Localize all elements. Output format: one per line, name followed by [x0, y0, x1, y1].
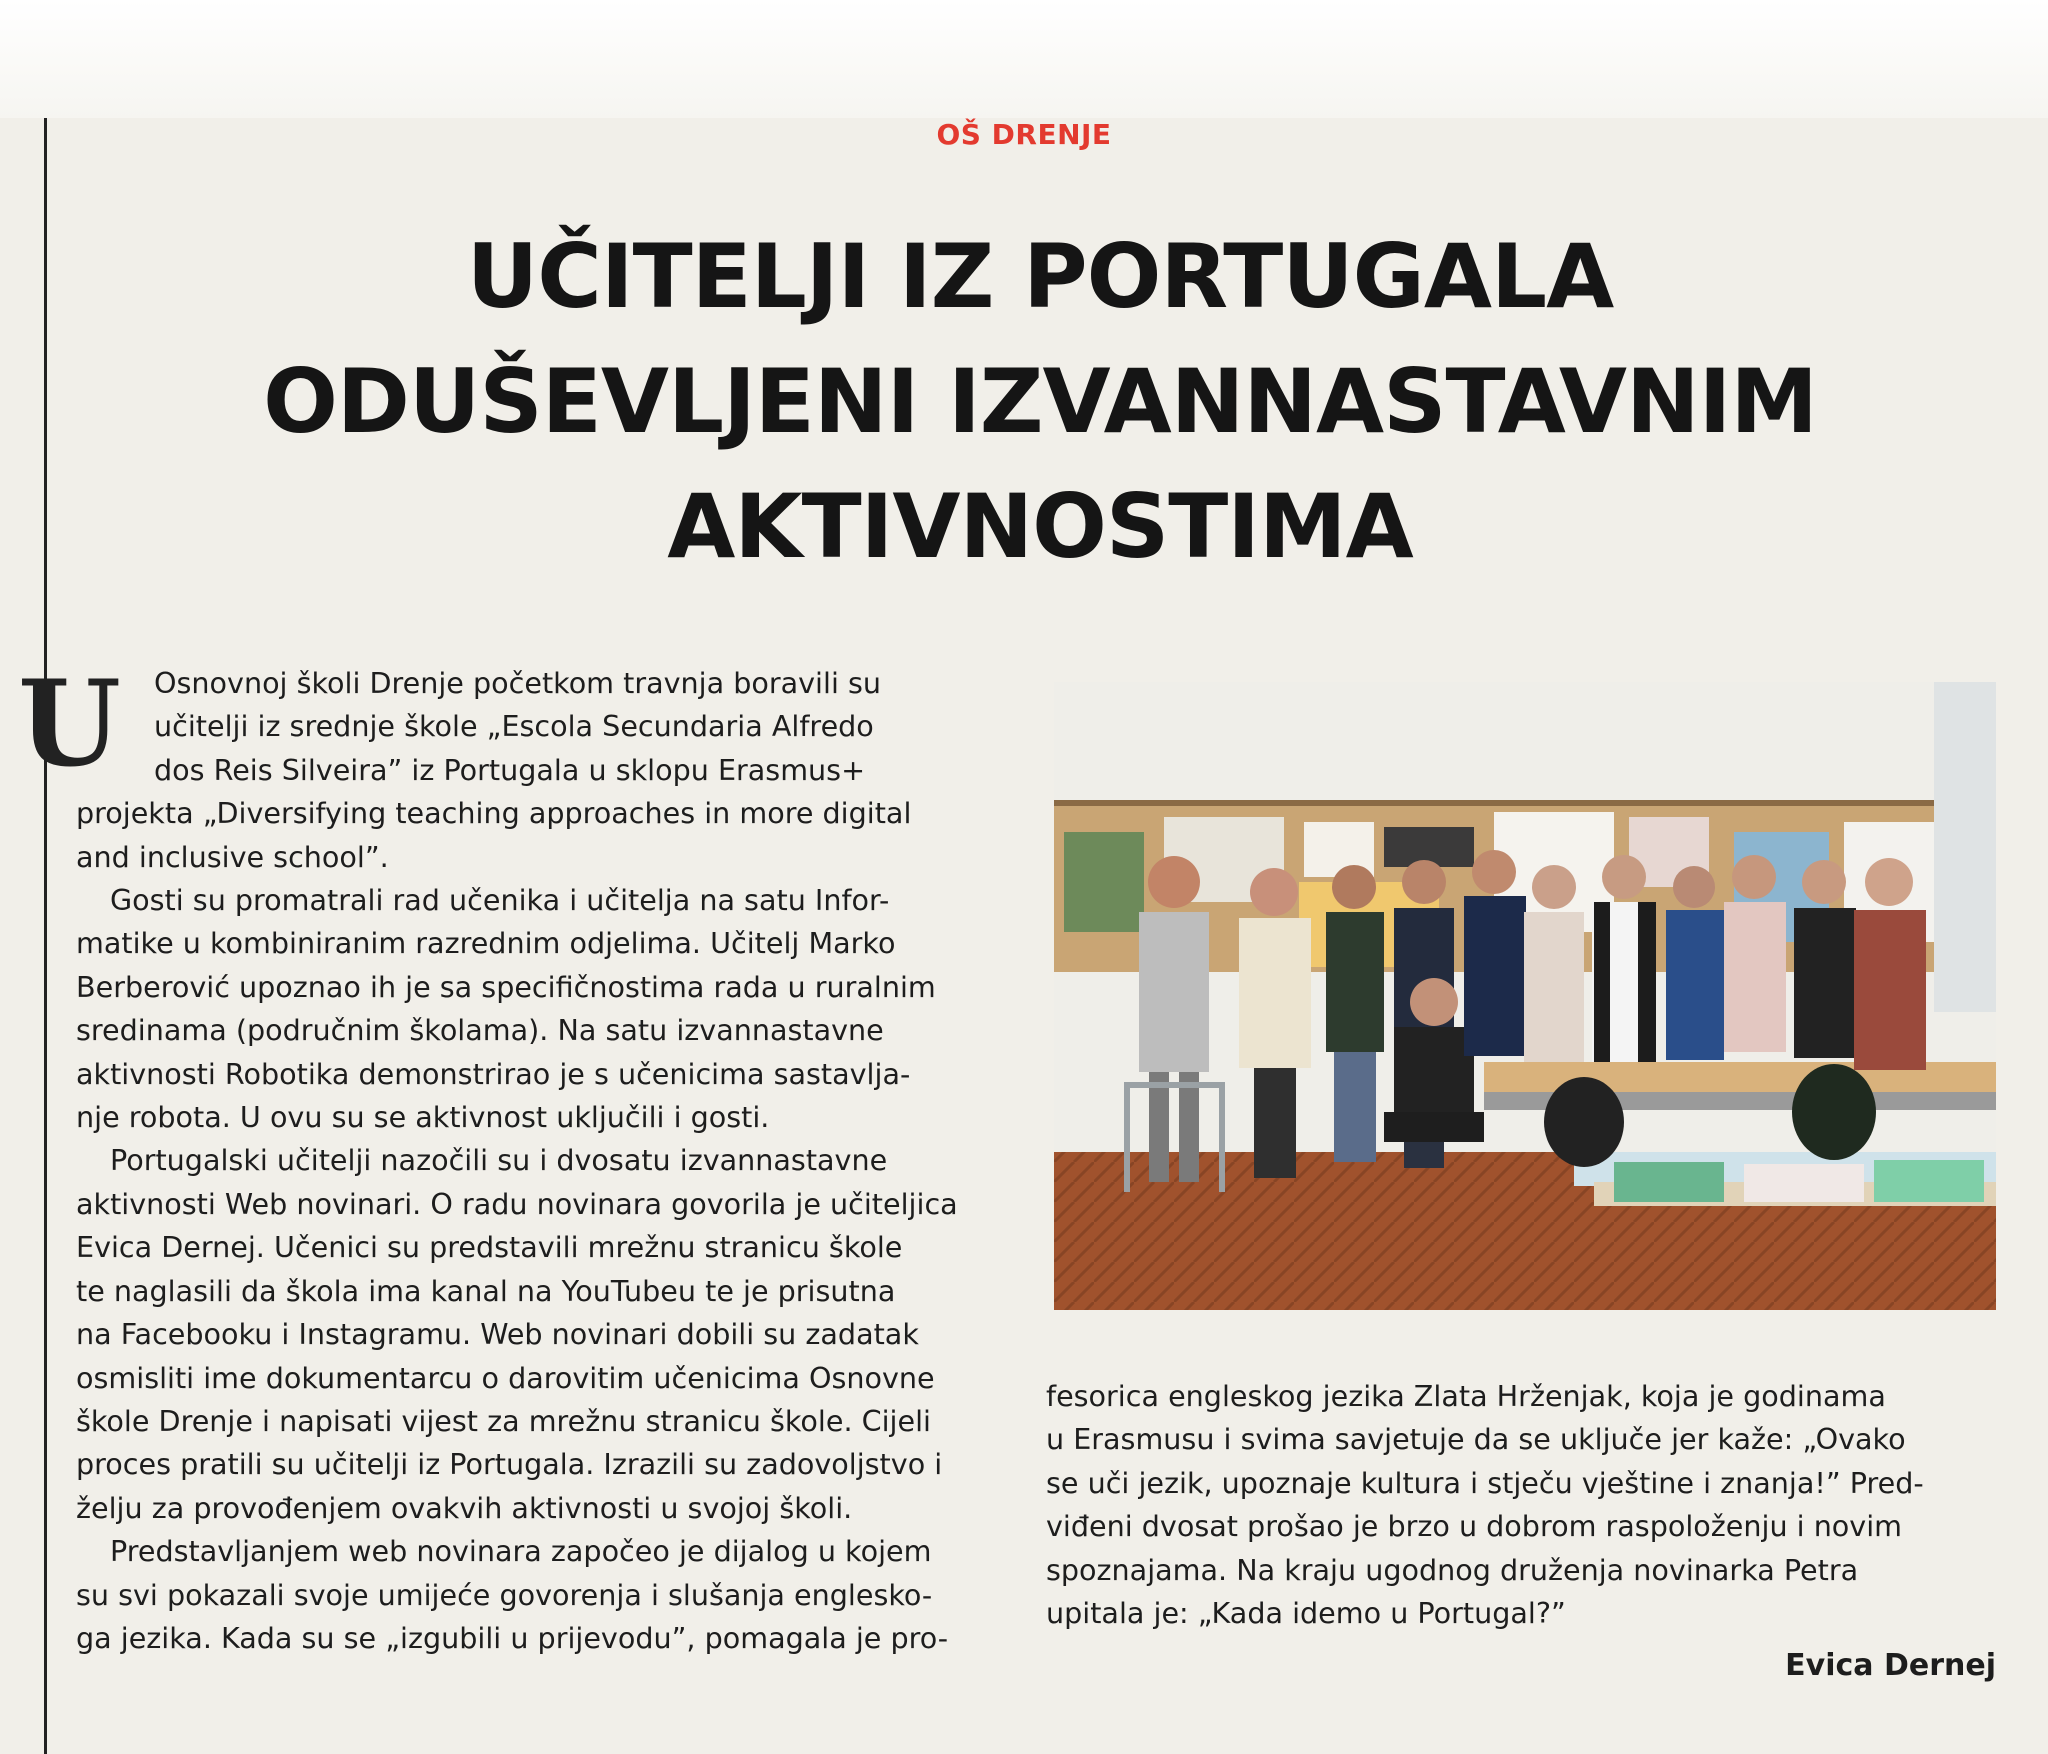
text-line: osmisliti ime dokumentarcu o darovitim učenicima Osnovne [76, 1360, 935, 1395]
text-line: upitala je: „Kada idemo u Portugal?” [1046, 1596, 1566, 1631]
text-line: te naglasili da škola ima kanal na YouTubeu te je prisutna [76, 1273, 896, 1308]
text-line: Berberović upoznao ih je sa specifičnostima rada u ruralnim [76, 969, 936, 1004]
drop-cap: U [18, 654, 121, 793]
text-line: proces pratili su učitelji iz Portugala. Izrazili su zadovoljstvo i [76, 1447, 943, 1482]
text-line: se uči jezik, upoznaje kultura i stječu vještine i znanja!” Pred- [1046, 1465, 1924, 1500]
text-line: matike u kombiniranim razrednim odjelima. Učitelj Marko [76, 926, 896, 961]
text-line: nje robota. U ovu su se aktivnost uključili i gosti. [76, 1100, 770, 1135]
text-line: spoznajama. Na kraju ugodnog druženja novinarka Petra [1046, 1552, 1859, 1587]
text-line: viđeni dvosat prošao je brzo u dobrom raspoloženju i novim [1046, 1509, 1903, 1544]
text-line: Gosti su promatrali rad učenika i učitelja na satu Infor- [110, 883, 890, 918]
text-line: Osnovnoj školi Drenje početkom travnja boravili su [154, 666, 882, 700]
article-text-lines [1046, 1375, 2006, 1635]
text-line: Predstavljanjem web novinara započeo je dijalog u kojem [110, 1534, 932, 1569]
article-headline: UČITELJI IZ PORTUGALA ODUŠEVLJENI IZVANNASTAVNIM AKTIVNOSTIMA [263, 225, 1817, 578]
text-line: aktivnosti Web novinari. O radu novinara govorila je učiteljica [76, 1186, 958, 1221]
section-kicker: OŠ DRENJE [936, 118, 1112, 151]
text-line: aktivnosti Robotika demonstrirao je s učenicima sastavlja- [76, 1056, 911, 1091]
article-body-right-column [1046, 1375, 2006, 1635]
text-line: Evica Dernej. Učenici su predstavili mrežnu stranicu škole [76, 1230, 903, 1265]
column-rule [44, 118, 47, 1754]
text-line: Portugalski učitelji nazočili su i dvosatu izvannastavne [110, 1143, 888, 1178]
text-line: učitelji iz srednje škole „Escola Secundaria Alfredo [154, 709, 874, 744]
article-byline: Evica Dernej [1785, 1648, 1996, 1683]
text-line: sredinama (područnim školama). Na satu izvannastavne [76, 1013, 884, 1048]
lead-paragraph-start [76, 662, 1016, 792]
text-line: projekta „Diversifying teaching approaches in more digital [76, 796, 912, 831]
text-line: su svi pokazali svoje umijeće govorenja i slušanja englesko- [76, 1577, 933, 1612]
article-photo [1054, 682, 1996, 1310]
text-line: škole Drenje i napisati vijest za mrežnu stranicu škole. Cijeli [76, 1403, 931, 1438]
text-line: and inclusive school”. [76, 839, 389, 874]
text-line: dos Reis Silveira” iz Portugala u sklopu Erasmus+ [154, 752, 866, 787]
text-line: na Facebooku i Instagramu. Web novinari dobili su zadatak [76, 1317, 919, 1352]
text-line: fesorica engleskog jezika Zlata Hrženjak, koja je godinama [1046, 1379, 1886, 1413]
text-line: želju za provođenjem ovakvih aktivnosti u svojoj školi. [76, 1490, 853, 1525]
text-line: u Erasmusu i svima savjetuje da se uključe jer kaže: „Ovako [1046, 1422, 1906, 1457]
article-text-lines [76, 792, 1016, 1660]
article-body-left-column [76, 662, 1016, 1660]
page-top-margin [0, 0, 2048, 118]
text-line: ga jezika. Kada su se „izgubili u prijevodu”, pomagala je pro- [76, 1620, 949, 1655]
